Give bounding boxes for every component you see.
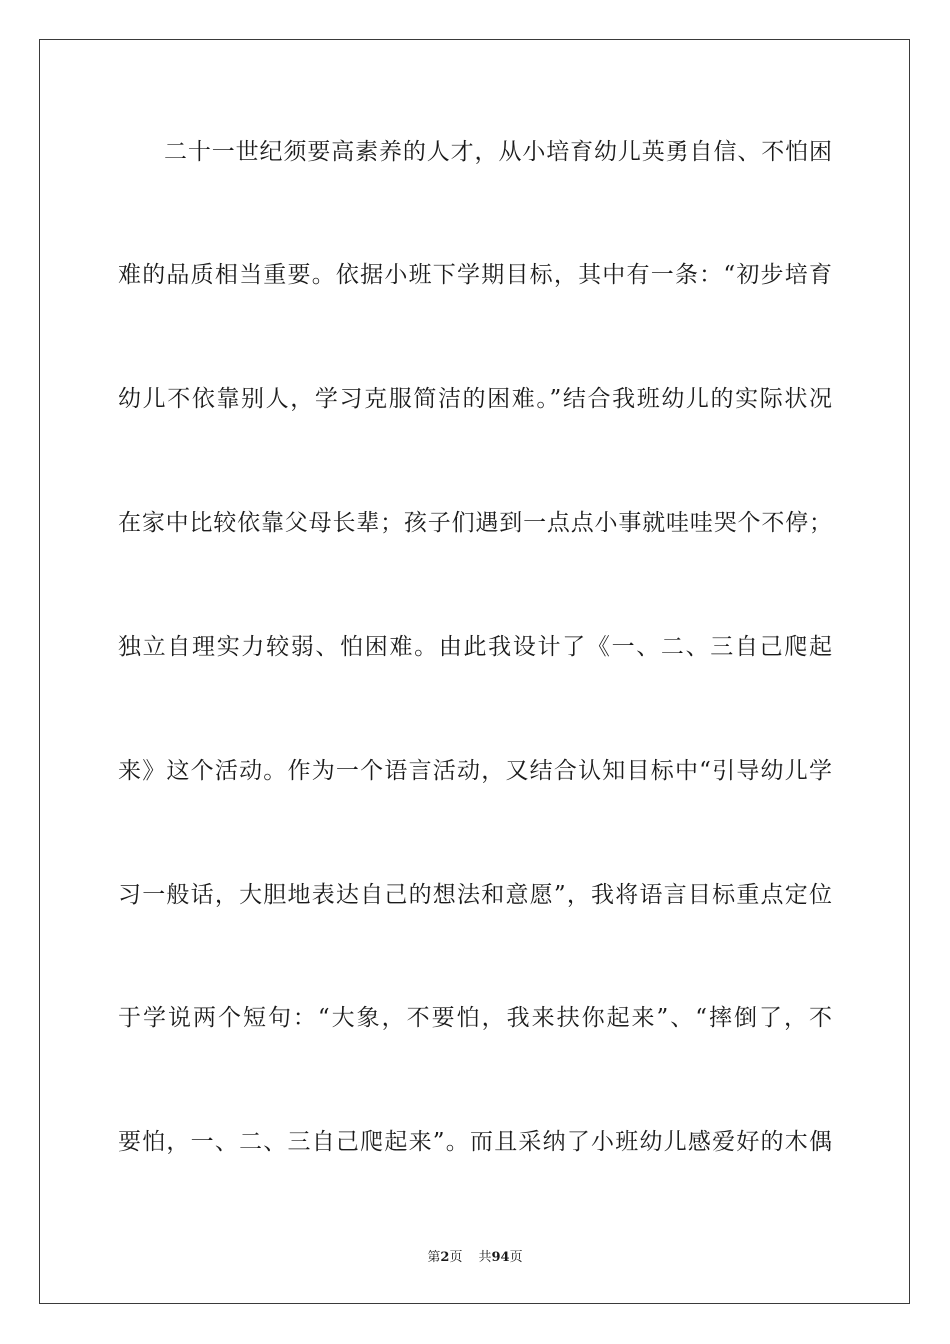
paragraph-line-3: 幼儿不依靠别人，学习克服简洁的困难。”结合我班幼儿的实际状况 xyxy=(118,386,832,412)
paragraph-line-9: 要怕，一、二、三自己爬起来”。而且采纳了小班幼儿感爱好的木偶 xyxy=(118,1129,832,1155)
total-label-prefix: 共 xyxy=(478,1250,492,1265)
paragraph-line-7: 习一般话，大胆地表达自己的想法和意愿”，我将语言目标重点定位 xyxy=(118,882,832,908)
page-border xyxy=(39,39,910,1304)
total-pages-number: 94 xyxy=(491,1250,510,1265)
current-page-number: 2 xyxy=(440,1250,450,1265)
paragraph-line-4: 在家中比较依靠父母长辈；孩子们遇到一点点小事就哇哇哭个不停； xyxy=(118,510,832,536)
paragraph-line-6: 来》这个活动。作为一个语言活动，又结合认知目标中“引导幼儿学 xyxy=(118,758,832,784)
page-footer xyxy=(0,1246,950,1265)
paragraph-line-8: 于学说两个短句：“大象，不要怕，我来扶你起来”、“摔倒了，不 xyxy=(118,1005,832,1031)
paragraph-line-2: 难的品质相当重要。依据小班下学期目标，其中有一条：“初步培育 xyxy=(118,262,832,288)
page-label-suffix: 页 xyxy=(449,1250,463,1265)
total-label-suffix: 页 xyxy=(509,1250,523,1265)
paragraph-line-5: 独立自理实力较弱、怕困难。由此我设计了《一、二、三自己爬起 xyxy=(118,634,832,660)
page-label-prefix: 第 xyxy=(427,1250,441,1265)
paragraph-line-1: 二十一世纪须要高素养的人才，从小培育幼儿英勇自信、不怕困 xyxy=(164,139,832,165)
